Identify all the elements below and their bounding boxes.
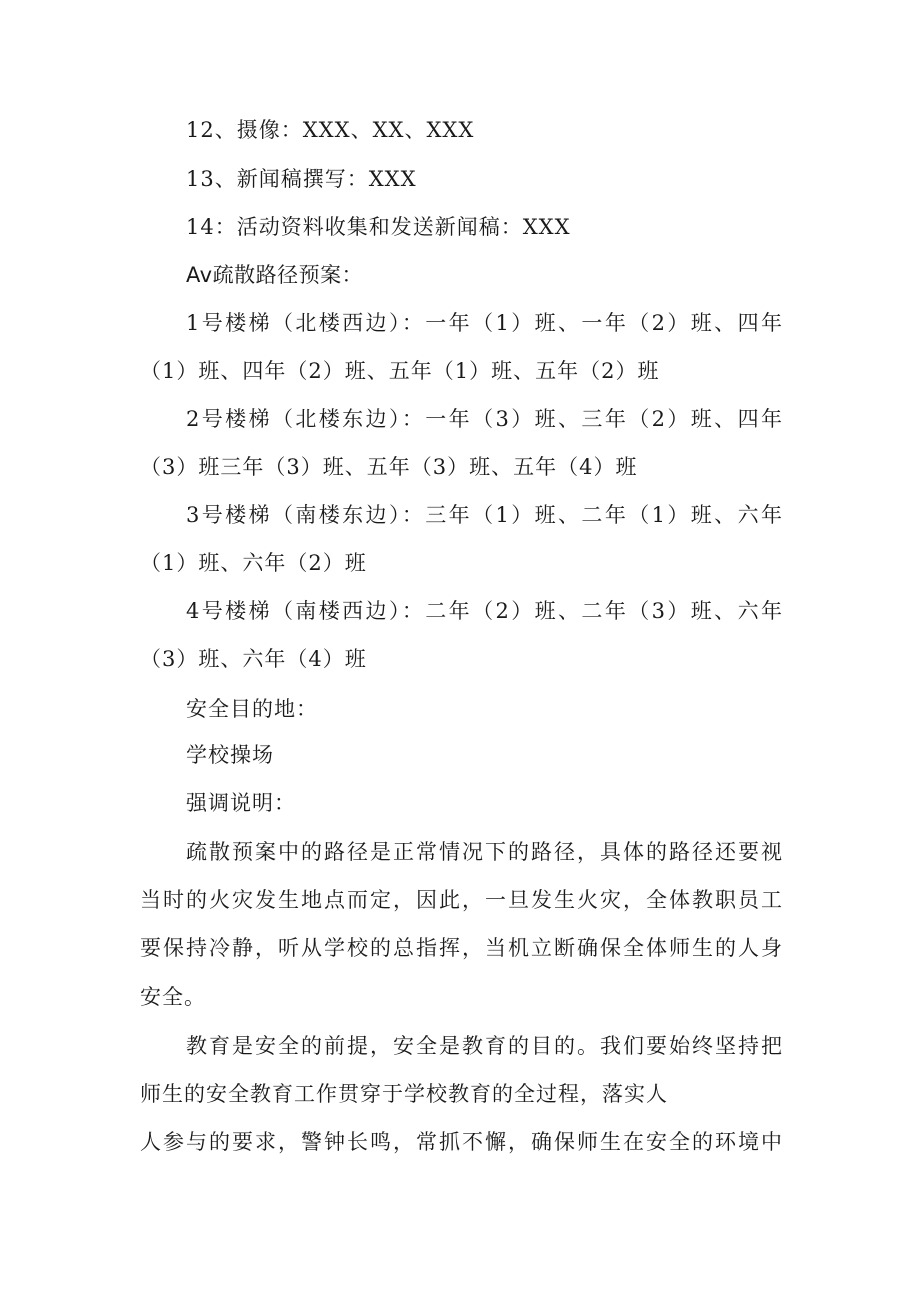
emphasis-paragraph-line-4: 安全。: [140, 985, 206, 1009]
closing-paragraph-line-3: 人参与的要求，警钟长鸣，常抓不懈，确保师生在安全的环境中: [140, 1130, 783, 1154]
staff-item-12: 12、摄像：XXX、XX、XXX: [186, 118, 475, 142]
emphasis-label: 强调说明：: [186, 791, 296, 815]
stair-1-line-2: （1）班、四年（2）班、五年（1）班、五年（2）班: [140, 359, 660, 383]
safe-destination-label: 安全目的地：: [186, 697, 318, 721]
staff-item-14: 14：活动资料收集和发送新闻稿：XXX: [186, 215, 571, 239]
stair-1-line-1: 1号楼梯（北楼西边）：一年（1）班、一年（2）班、四年: [186, 311, 783, 335]
stair-4-line-2: （3）班、六年（4）班: [140, 647, 367, 671]
stair-3-line-1: 3号楼梯（南楼东边）：三年（1）班、二年（1）班、六年: [186, 503, 783, 527]
stair-2-line-1: 2号楼梯（北楼东边）：一年（3）班、三年（2）班、四年: [186, 407, 783, 431]
section-heading-evacuation: Av疏散路径预案：: [186, 263, 364, 287]
stair-4-line-1: 4号楼梯（南楼西边）：二年（2）班、二年（3）班、六年: [186, 599, 783, 623]
stair-2-line-2: （3）班三年（3）班、五年（3）班、五年（4）班: [140, 455, 638, 479]
emphasis-paragraph-line-2: 当时的火灾发生地点而定，因此，一旦发生火灾，全体教职员工: [140, 888, 783, 912]
closing-paragraph-line-1: 教育是安全的前提，安全是教育的目的。我们要始终坚持把: [186, 1034, 783, 1058]
safe-destination-value: 学校操场: [186, 743, 274, 767]
emphasis-paragraph-line-3: 要保持冷静，听从学校的总指挥，当机立断确保全体师生的人身: [140, 936, 783, 960]
stair-3-line-2: （1）班、六年（2）班: [140, 551, 367, 575]
staff-item-13: 13、新闻稿撰写：XXX: [186, 167, 417, 191]
emphasis-paragraph-line-1: 疏散预案中的路径是正常情况下的路径，具体的路径还要视: [186, 840, 783, 864]
closing-paragraph-line-2: 师生的安全教育工作贯穿于学校教育的全过程，落实人: [140, 1082, 668, 1106]
